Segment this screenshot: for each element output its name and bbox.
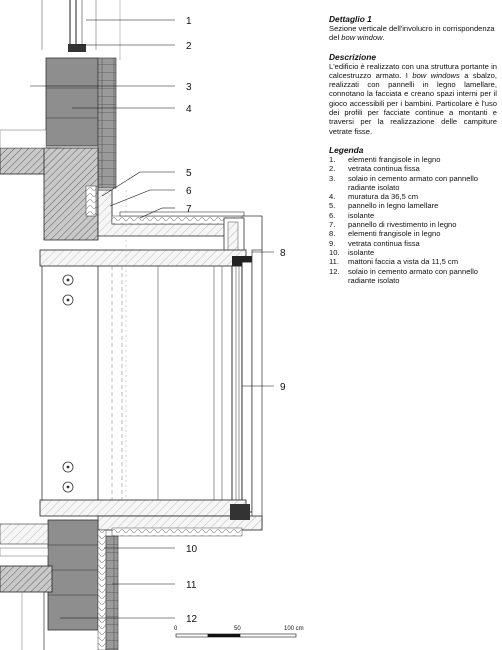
subtitle-end: . [382, 33, 385, 43]
legend-item [329, 248, 497, 257]
callout-2: 2 [186, 41, 192, 52]
top-window-fragment [42, 0, 120, 60]
legend-text: solaio in cemento armato con pannello radiante isolato [348, 266, 479, 285]
upper-brick-facing [98, 58, 116, 188]
legend-text: pannello in legno lamellare [348, 201, 439, 211]
legend-num: 3. [329, 173, 336, 183]
subtitle-text: Sezione verticale dell'involucro in corrispondenza del [329, 24, 495, 43]
vertical-glazing [232, 250, 262, 526]
text-column [329, 14, 497, 285]
legend-item [329, 201, 497, 210]
scale-tick-50: 50 [234, 626, 241, 632]
legend-item [329, 229, 497, 238]
legend-text: solaio in cemento armato con pannello radiante isolato [348, 173, 479, 192]
legend-num: 10. [329, 247, 340, 257]
legend-num: 2. [329, 164, 336, 174]
legend-item [329, 220, 497, 229]
legend-text: muratura da 36,5 cm [348, 192, 419, 202]
lower-masonry [48, 520, 98, 630]
callout-9: 9 [280, 382, 286, 393]
callout-12: 12 [186, 614, 198, 625]
legend-item [329, 164, 497, 173]
legend-text: isolante [348, 210, 375, 220]
scale-tick-100: 100 cm [284, 626, 304, 632]
subtitle-italic: bow window [341, 33, 383, 43]
detail-subtitle [329, 24, 497, 43]
callout-8: 8 [280, 248, 286, 259]
bow-lower-panel [40, 500, 246, 516]
legend-item [329, 239, 497, 248]
bow-upper-panel [40, 250, 246, 266]
legend-item [329, 211, 497, 220]
upper-masonry [46, 58, 98, 146]
legend-text: vetrata continua fissa [348, 164, 420, 174]
description-italic: bow windows [412, 70, 460, 80]
legend-num: 11. [329, 257, 339, 267]
legend-num: 5. [329, 201, 336, 211]
legend-item [329, 192, 497, 201]
legend-heading: Legenda [329, 144, 364, 155]
legend-num: 6. [329, 210, 336, 220]
legend-num: 7. [329, 220, 336, 230]
scale-bar [174, 626, 304, 637]
legend-list [329, 155, 497, 285]
lower-slab [0, 566, 52, 592]
legend-item [329, 257, 497, 266]
description-part-2: a sbalzo, realizzati con pannelli in legno lamellare, connotano la facciata e creano spazi interni per il gioco accessibili per i bambini. Particolare è l'uso dei profili per facciate continue a montanti e traversi per la realizzazione delle campiture vetrate fisse. [329, 70, 497, 136]
callout-10: 10 [186, 544, 198, 555]
bow-window-top [86, 186, 262, 258]
callout-4: 4 [186, 104, 192, 115]
callout-7: 7 [186, 204, 192, 215]
legend-num: 4. [329, 192, 336, 202]
legend-item [329, 174, 497, 193]
callout-5: 5 [186, 168, 192, 179]
legend-item [329, 267, 497, 286]
legend-num: 9. [329, 238, 336, 248]
callout-3: 3 [186, 82, 192, 93]
description-part-1: L'edificio è realizzato con una struttura portante in calcestruzzo armato. I [329, 61, 497, 80]
legend-num: 12. [329, 266, 340, 276]
legend-text: pannello di rivestimento in legno [348, 220, 457, 230]
legend-text: isolante [348, 247, 375, 257]
legend-text: elementi frangisole in legno [348, 229, 441, 239]
description-heading: Descrizione [329, 51, 377, 62]
description-text [329, 62, 497, 136]
callout-1: 1 [186, 16, 192, 27]
callout-11: 11 [186, 580, 197, 591]
callout-6: 6 [186, 186, 192, 197]
legend-item [329, 155, 497, 164]
lower-brick-facing [106, 536, 118, 650]
legend-text: mattoni faccia a vista da 11,5 cm [348, 257, 459, 267]
legend-text: elementi frangisole in legno [348, 154, 441, 164]
legend-num: 1. [329, 154, 336, 164]
legend-text: vetrata continua fissa [348, 238, 420, 248]
scale-tick-0: 0 [174, 626, 178, 632]
detail-title: Dettaglio 1 [329, 14, 372, 24]
legend-num: 8. [329, 229, 336, 239]
